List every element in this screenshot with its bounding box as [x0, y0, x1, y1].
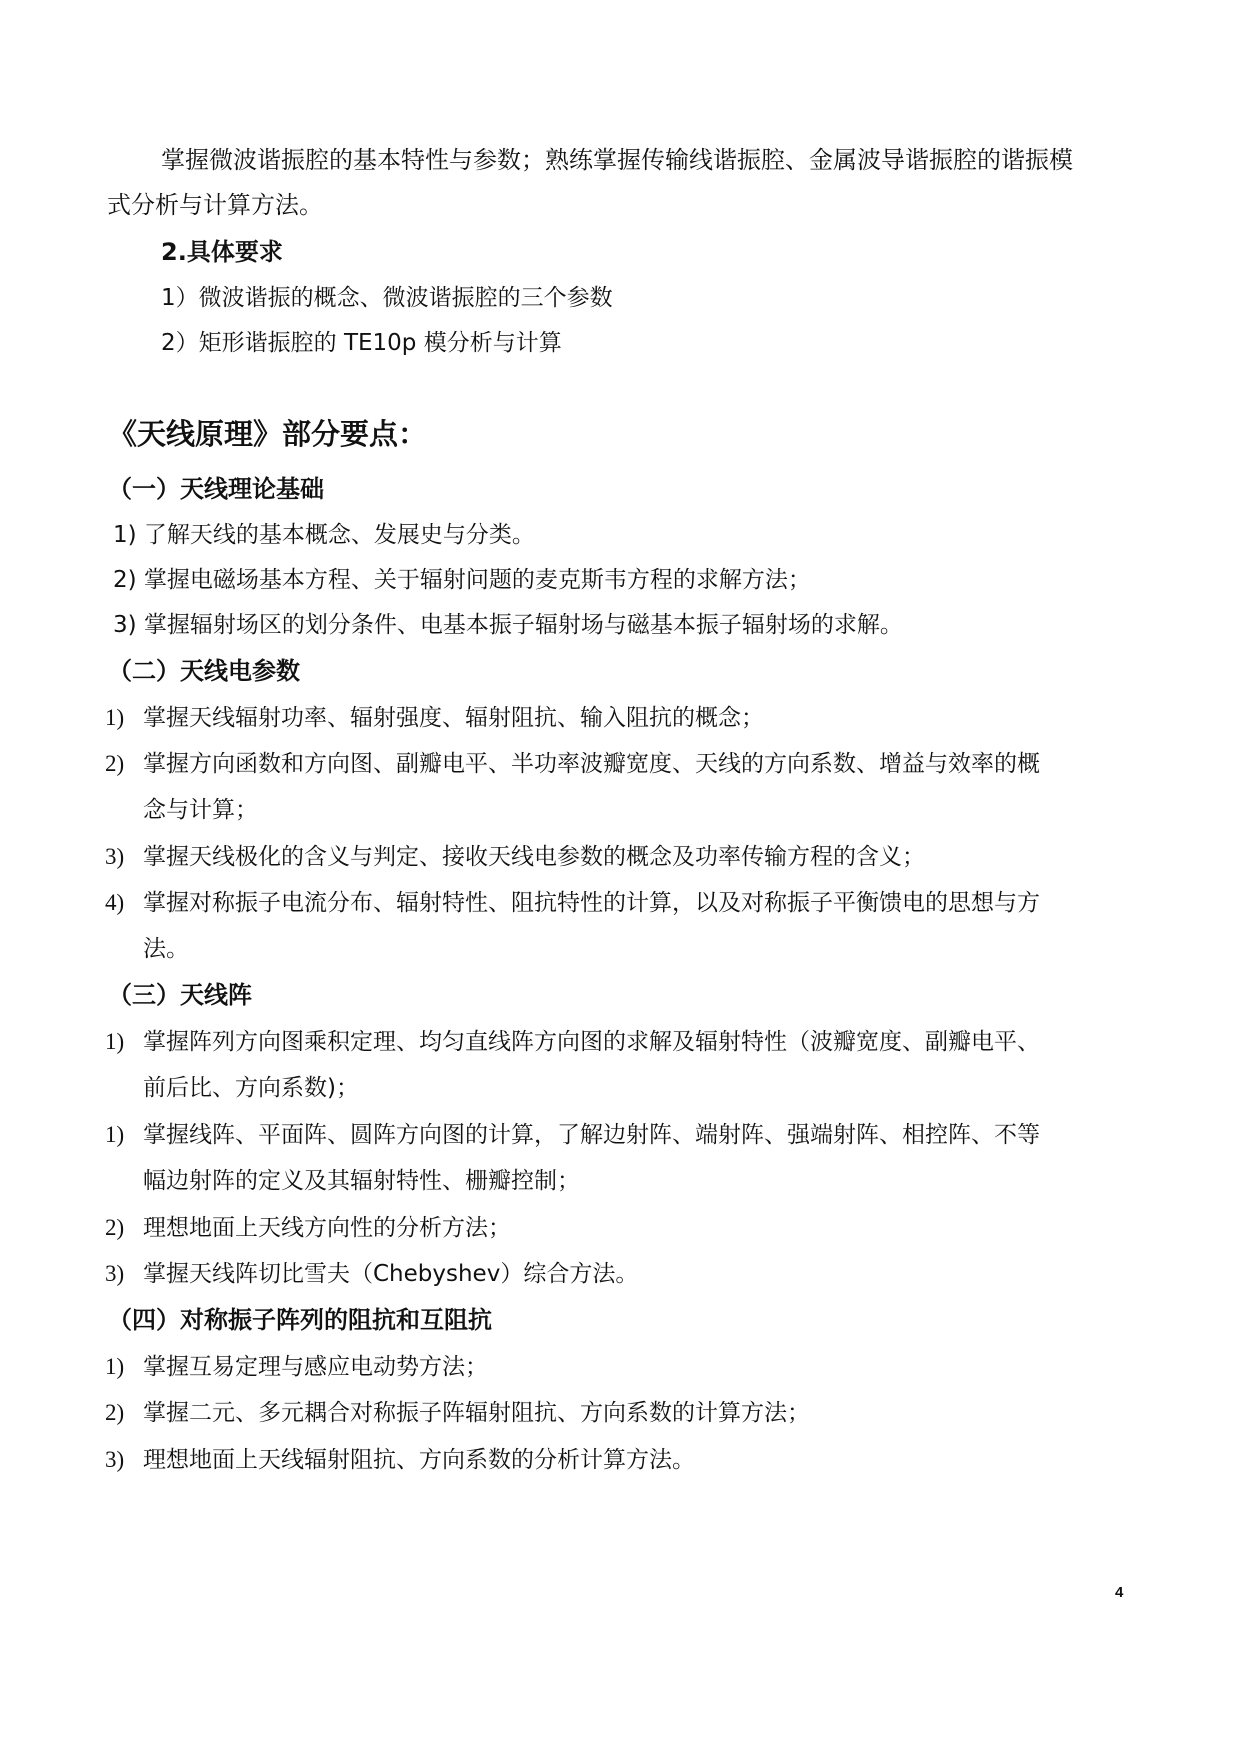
intro-line-1: 掌握微波谐振腔的基本特性与参数；熟练掌握传输线谐振腔、金属波导谐振腔的谐振模: [161, 146, 1073, 174]
part1-item: 2) 掌握电磁场基本方程、关于辐射问题的麦克斯韦方程的求解方法；: [113, 567, 811, 593]
part2-item-continuation: 念与计算；: [143, 797, 258, 823]
page-number: 4: [1115, 1584, 1124, 1601]
part3-item-continuation: 前后比、方向系数)；: [143, 1075, 359, 1101]
requirement-item: 2）矩形谐振腔的 TE10p 模分析与计算: [161, 330, 562, 356]
part3-item: 掌握线阵、平面阵、圆阵方向图的计算，了解边射阵、端射阵、强端射阵、相控阵、不等: [143, 1122, 1040, 1148]
part2-item-continuation: 法。: [143, 936, 189, 962]
part3-item-continuation: 幅边射阵的定义及其辐射特性、栅瓣控制；: [143, 1168, 580, 1194]
list-number: 3): [105, 844, 125, 869]
list-number: 3): [105, 1447, 125, 1472]
part3-item: 掌握天线阵切比雪夫（Chebyshev）综合方法。: [143, 1261, 639, 1287]
intro-line-2: 式分析与计算方法。: [107, 191, 323, 219]
part4-item: 理想地面上天线辐射阻抗、方向系数的分析计算方法。: [143, 1447, 695, 1473]
part2-heading: （二）天线电参数: [108, 657, 300, 685]
list-number: 2): [105, 1400, 125, 1425]
requirement-item: 1）微波谐振的概念、微波谐振腔的三个参数: [161, 285, 613, 311]
part2-item: 掌握方向函数和方向图、副瓣电平、半功率波瓣宽度、天线的方向系数、增益与效率的概: [143, 751, 1040, 777]
part1-item: 3) 掌握辐射场区的划分条件、电基本振子辐射场与磁基本振子辐射场的求解。: [113, 612, 903, 638]
part4-item: 掌握二元、多元耦合对称振子阵辐射阻抗、方向系数的计算方法；: [143, 1400, 810, 1426]
part3-heading: （三）天线阵: [108, 981, 252, 1009]
list-number: 3): [105, 1261, 125, 1286]
part2-item: 掌握天线极化的含义与判定、接收天线电参数的概念及功率传输方程的含义；: [143, 844, 925, 870]
part3-item: 理想地面上天线方向性的分析方法；: [143, 1215, 511, 1241]
part4-heading: （四）对称振子阵列的阻抗和互阻抗: [108, 1306, 492, 1334]
list-number: 4): [105, 890, 125, 915]
list-number: 2): [105, 751, 125, 776]
part2-item: 掌握对称振子电流分布、辐射特性、阻抗特性的计算，以及对称振子平衡馈电的思想与方: [143, 890, 1040, 916]
list-number: 1): [105, 1029, 125, 1054]
list-number: 1): [105, 705, 125, 730]
part2-item: 掌握天线辐射功率、辐射强度、辐射阻抗、输入阻抗的概念；: [143, 705, 764, 731]
part1-item: 1) 了解天线的基本概念、发展史与分类。: [113, 522, 535, 548]
list-number: 2): [105, 1215, 125, 1240]
section-title: 《天线原理》部分要点：: [108, 417, 428, 451]
part1-heading: （一）天线理论基础: [108, 475, 324, 503]
list-number: 1): [105, 1122, 125, 1147]
requirements-heading: 2.具体要求: [161, 238, 283, 266]
part3-item: 掌握阵列方向图乘积定理、均匀直线阵方向图的求解及辐射特性（波瓣宽度、副瓣电平、: [143, 1029, 1040, 1055]
list-number: 1): [105, 1354, 125, 1379]
part4-item: 掌握互易定理与感应电动势方法；: [143, 1354, 488, 1380]
